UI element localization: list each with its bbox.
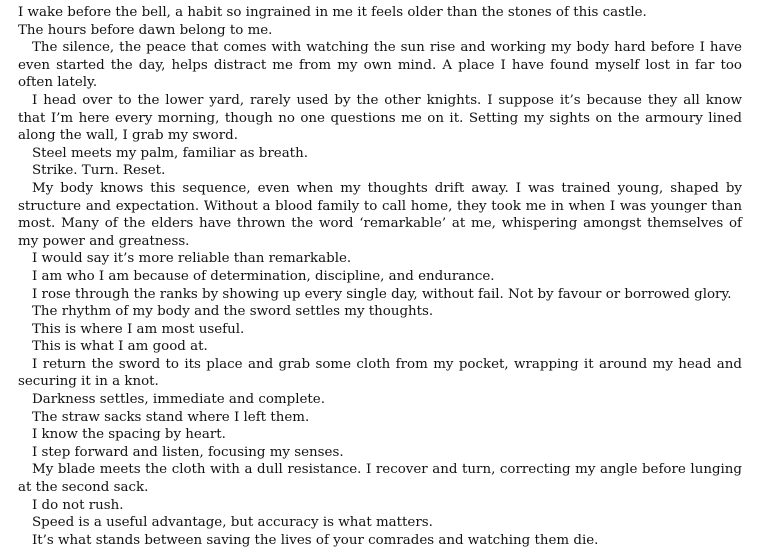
paragraph: The rhythm of my body and the sword settles my thoughts. [32, 304, 434, 320]
paragraph: I do not rush. [32, 497, 124, 513]
paragraph: The hours before dawn belong to me. [18, 22, 273, 38]
paragraph: Speed is a useful advantage, but accuracy is what matters. [32, 515, 433, 531]
paragraph: My blade meets the cloth with a dull resistance. I recover and turn, correcting my angle before lunging at the second sack. [18, 462, 742, 496]
paragraph: I wake before the bell, a habit so ingrained in me it feels older than the stones of this castle. [18, 5, 647, 20]
paragraph: I know the spacing by heart. [32, 427, 226, 443]
paragraph: Strike. Turn. Reset. [32, 163, 166, 179]
paragraph: I rose through the ranks by showing up every single day, without fail. Not by favour or borrowed glory. [32, 286, 732, 302]
paragraph: The straw sacks stand where I left them. [32, 409, 310, 425]
paragraph: I am who I am because of determination, discipline, and endurance. [32, 268, 495, 284]
paragraph: Darkness settles, immediate and complete. [32, 392, 325, 408]
paragraph: I head over to the lower yard, rarely used by the other knights. I suppose it’s because they all know that I’m here every morning, though no one questions me on it. Setting my sights on the armoury lined along the wall, I grab my sword. [18, 92, 742, 144]
paragraph: I step forward and listen, focusing my senses. [32, 444, 344, 460]
paragraph: I return the sword to its place and grab some cloth from my pocket, wrapping it around my head and securing it in a knot. [18, 356, 742, 390]
paragraph: The silence, the peace that comes with watching the sun rise and working my body hard before I have even started the day, helps distract me from my own mind. A place I have found myself lost in far too often lately. [18, 40, 742, 91]
paragraph: Steel meets my palm, familiar as breath. [32, 145, 308, 161]
paragraph: I would say it’s more reliable than remarkable. [32, 251, 352, 267]
paragraph: It’s what stands between saving the lives of your comrades and watching them die. [32, 532, 599, 548]
paragraph: My body knows this sequence, even when my thoughts drift away. I was trained young, shaped by structure and expectation. Without a blood family to call home, they took me in when I was younger than most. Many of the elders have thrown the word ‘remarkable’ at me, whispering amongst themselves of my power and greatness. [18, 180, 742, 249]
paragraph: This is what I am good at. [32, 339, 208, 355]
paragraph: This is where I am most useful. [32, 321, 245, 337]
